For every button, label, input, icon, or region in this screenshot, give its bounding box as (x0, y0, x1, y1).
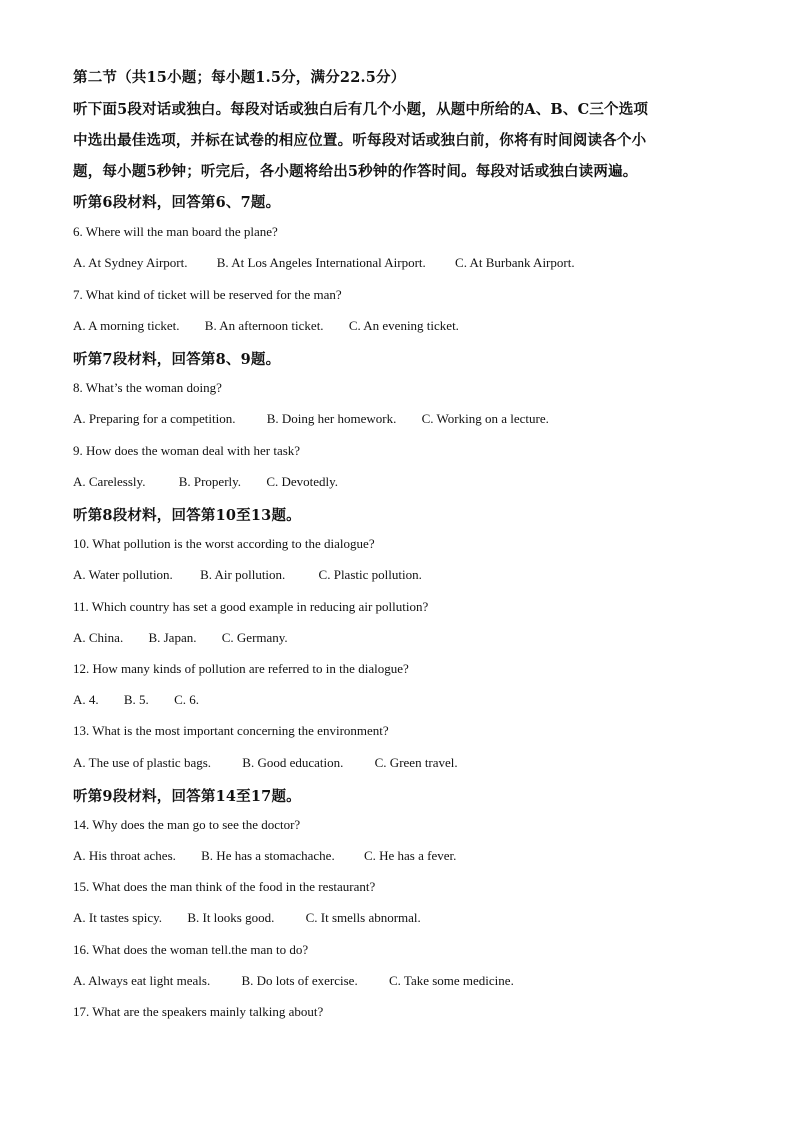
option-8c[interactable]: C. Working on a lecture. (421, 411, 549, 426)
question-17: 17. What are the speakers mainly talking about? (73, 1004, 324, 1019)
option-13a[interactable]: A. The use of plastic bags. (73, 755, 212, 770)
question-8: 8. What’s the woman doing? (73, 380, 222, 395)
option-16a[interactable]: A. Always eat light meals. (73, 973, 211, 988)
option-15c[interactable]: C. It smells abnormal. (305, 910, 421, 925)
instructions-line-1: 听下面5段对话或独白。每段对话或独白后有几个小题，从题中所给的A、B、C三个选项 (73, 101, 649, 118)
question-11: 11. Which country has set a good example in reducing air pollution? (73, 599, 429, 614)
options-8 (73, 411, 549, 427)
options-16 (73, 973, 514, 989)
option-13c[interactable]: C. Green travel. (374, 755, 458, 770)
option-7a[interactable]: A. A morning ticket. (73, 318, 180, 333)
option-16c[interactable]: C. Take some medicine. (388, 973, 514, 988)
options-9 (73, 474, 338, 490)
question-6: 6. Where will the man board the plane? (73, 224, 278, 239)
option-14a[interactable]: A. His throat aches. (73, 848, 176, 863)
question-14: 14. Why does the man go to see the doctor? (73, 817, 301, 832)
option-15b[interactable]: B. It looks good. (187, 910, 275, 925)
question-16: 16. What does the woman tell.the man to do? (73, 942, 309, 957)
option-8b[interactable]: B. Doing her homework. (266, 411, 397, 426)
question-7: 7. What kind of ticket will be reserved for the man? (73, 287, 342, 302)
question-9: 9. How does the woman deal with her task? (73, 443, 301, 458)
options-6 (73, 255, 575, 271)
option-7c[interactable]: C. An evening ticket. (348, 318, 459, 333)
options-12 (73, 692, 199, 708)
option-9b[interactable]: B. Properly. (178, 474, 242, 489)
option-7b[interactable]: B. An afternoon ticket. (204, 318, 324, 333)
option-6c[interactable]: C. At Burbank Airport. (455, 255, 575, 270)
option-12b[interactable]: B. 5. (123, 692, 149, 707)
option-11b[interactable]: B. Japan. (148, 630, 197, 645)
options-15 (73, 910, 421, 926)
group-heading-7: 听第7段材料，回答第8、9题。 (73, 351, 281, 368)
option-9c[interactable]: C. Devotedly. (266, 474, 339, 489)
option-8a[interactable]: A. Preparing for a competition. (73, 411, 236, 426)
options-7 (73, 318, 459, 334)
option-11c[interactable]: C. Germany. (221, 630, 288, 645)
option-12a[interactable]: A. 4. (73, 692, 99, 707)
option-6a[interactable]: A. At Sydney Airport. (73, 255, 188, 270)
options-14 (73, 848, 456, 864)
question-10: 10. What pollution is the worst according to the dialogue? (73, 536, 375, 551)
section-title: 第二节（共15小题；每小题1.5分，满分22.5分） (73, 69, 406, 86)
option-15a[interactable]: A. It tastes spicy. (73, 910, 163, 925)
option-11a[interactable]: A. China. (73, 630, 124, 645)
option-10b[interactable]: B. Air pollution. (200, 567, 286, 582)
question-12: 12. How many kinds of pollution are referred to in the dialogue? (73, 661, 409, 676)
question-13: 13. What is the most important concerning the environment? (73, 723, 389, 738)
option-9a[interactable]: A. Carelessly. (73, 474, 146, 489)
options-13 (73, 755, 458, 771)
options-11 (73, 630, 288, 646)
option-10a[interactable]: A. Water pollution. (73, 567, 173, 582)
option-16b[interactable]: B. Do lots of exercise. (241, 973, 358, 988)
group-heading-8: 听第8段材料，回答第10至13题。 (73, 507, 301, 524)
option-14c[interactable]: C. He has a fever. (363, 848, 457, 863)
option-14b[interactable]: B. He has a stomachache. (201, 848, 335, 863)
option-13b[interactable]: B. Good education. (242, 755, 344, 770)
option-6b[interactable]: B. At Los Angeles International Airport. (216, 255, 426, 270)
group-heading-9: 听第9段材料，回答第14至17题。 (73, 788, 301, 805)
option-10c[interactable]: C. Plastic pollution. (318, 567, 422, 582)
question-15: 15. What does the man think of the food in the restaurant? (73, 879, 376, 894)
instructions-line-3: 题，每小题5秒钟；听完后，各小题将给出5秒钟的作答时间。每段对话或独白读两遍。 (73, 163, 638, 180)
option-12c[interactable]: C. 6. (174, 692, 199, 707)
options-10 (73, 567, 422, 583)
group-heading-6: 听第6段材料，回答第6、7题。 (73, 194, 281, 211)
instructions-line-2: 中选出最佳选项，并标在试卷的相应位置。听每段对话或独白前，你将有时间阅读各个小 (73, 132, 647, 149)
